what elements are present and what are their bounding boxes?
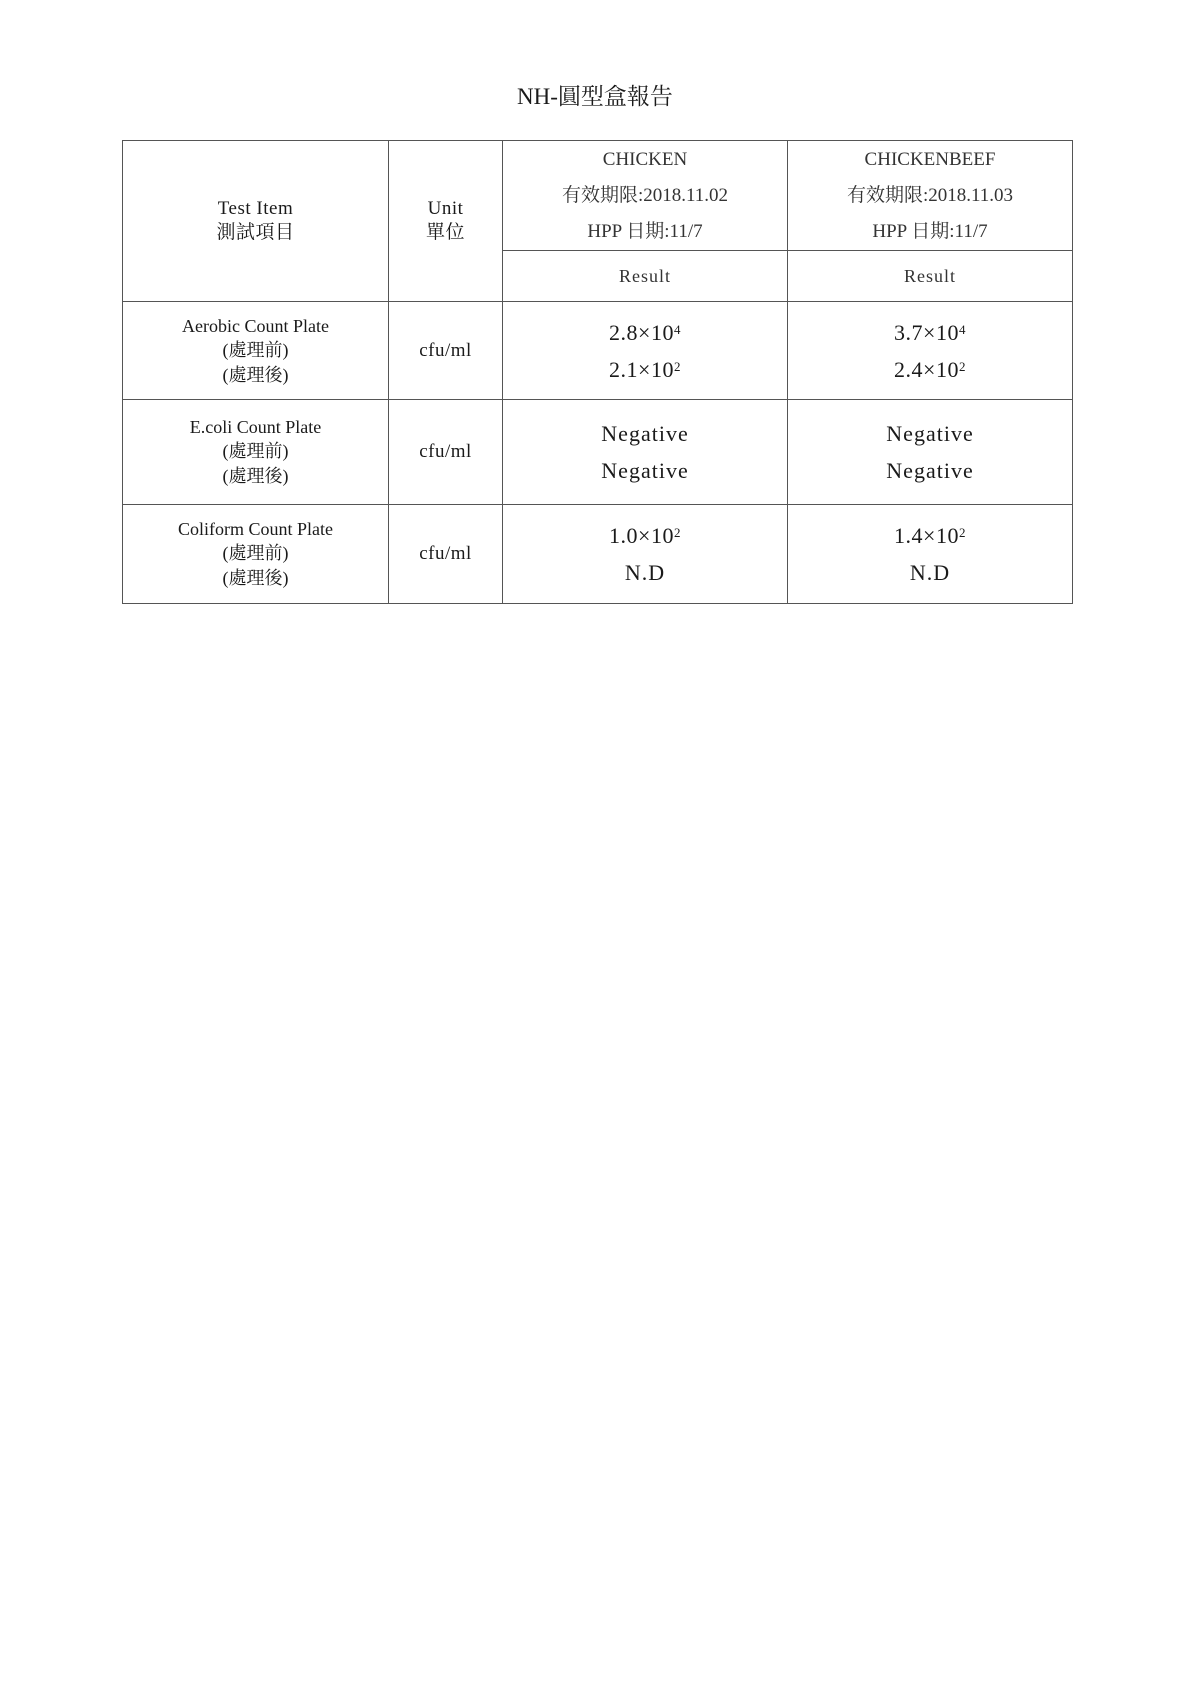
sample-expiry: 有效期限:2018.11.02 (561, 184, 729, 206)
after-label: (處理後) (222, 466, 289, 486)
sample-hpp-date: HPP 日期:11/7 (587, 220, 703, 242)
result-after: N.D (624, 560, 666, 585)
result-after: Negative (601, 458, 689, 483)
result-before: Negative (601, 421, 689, 446)
result-cell (788, 505, 1073, 604)
result-after: Negative (886, 458, 974, 483)
sample-name: CHICKENBEEF (864, 148, 996, 170)
result-cell (503, 400, 788, 505)
unit-cell: cfu/ml (389, 400, 503, 505)
test-item-name: E.coli Count Plate (189, 417, 322, 437)
sample-header-chicken (503, 141, 788, 251)
table-row (123, 302, 1073, 400)
test-item-cell (123, 400, 389, 505)
result-before: $1.0\times 10^2$ (609, 523, 681, 548)
before-label: (處理前) (222, 441, 289, 461)
table-row (123, 400, 1073, 505)
test-item-header (123, 141, 389, 302)
test-item-label-zh: 測試項目 (216, 222, 295, 243)
after-label: (處理後) (222, 568, 289, 588)
result-header-1: Result (503, 251, 788, 302)
table-row (123, 505, 1073, 604)
test-item-name: Aerobic Count Plate (182, 315, 329, 336)
result-before: $2.8\times 10^4$ (609, 319, 681, 345)
unit-label-zh: 單位 (425, 222, 465, 243)
result-after: N.D (909, 560, 951, 585)
result-cell (503, 505, 788, 604)
sample-hpp-date: HPP 日期:11/7 (872, 220, 988, 242)
sample-expiry: 有效期限:2018.11.03 (846, 184, 1014, 206)
test-item-name: Coliform Count Plate (178, 519, 333, 539)
test-item-cell (123, 302, 389, 400)
result-after: $2.1\times 10^2$ (609, 356, 681, 382)
result-before: $3.7\times 10^4$ (894, 319, 966, 345)
header-row-samples (123, 141, 1073, 251)
after-label: (處理後) (222, 364, 289, 385)
sample-header-chickenbeef (788, 141, 1073, 251)
sample-name: CHICKEN (602, 148, 688, 170)
unit-cell: cfu/ml (389, 302, 503, 400)
before-label: (處理前) (222, 543, 289, 563)
result-before: $1.4\times 10^2$ (894, 523, 966, 548)
unit-label-en: Unit (427, 198, 464, 219)
result-after: $2.4\times 10^2$ (894, 356, 966, 382)
test-item-cell (123, 505, 389, 604)
results-table (122, 140, 1073, 604)
test-item-label-en: Test Item (217, 198, 294, 219)
result-cell (788, 302, 1073, 400)
result-cell (788, 400, 1073, 505)
unit-header (389, 141, 503, 302)
before-label: (處理前) (222, 339, 289, 360)
result-before: Negative (886, 421, 974, 446)
result-header-2: Result (788, 251, 1073, 302)
unit-cell: cfu/ml (389, 505, 503, 604)
report-title: NH-圓型盒報告 (517, 84, 673, 109)
result-cell (503, 302, 788, 400)
